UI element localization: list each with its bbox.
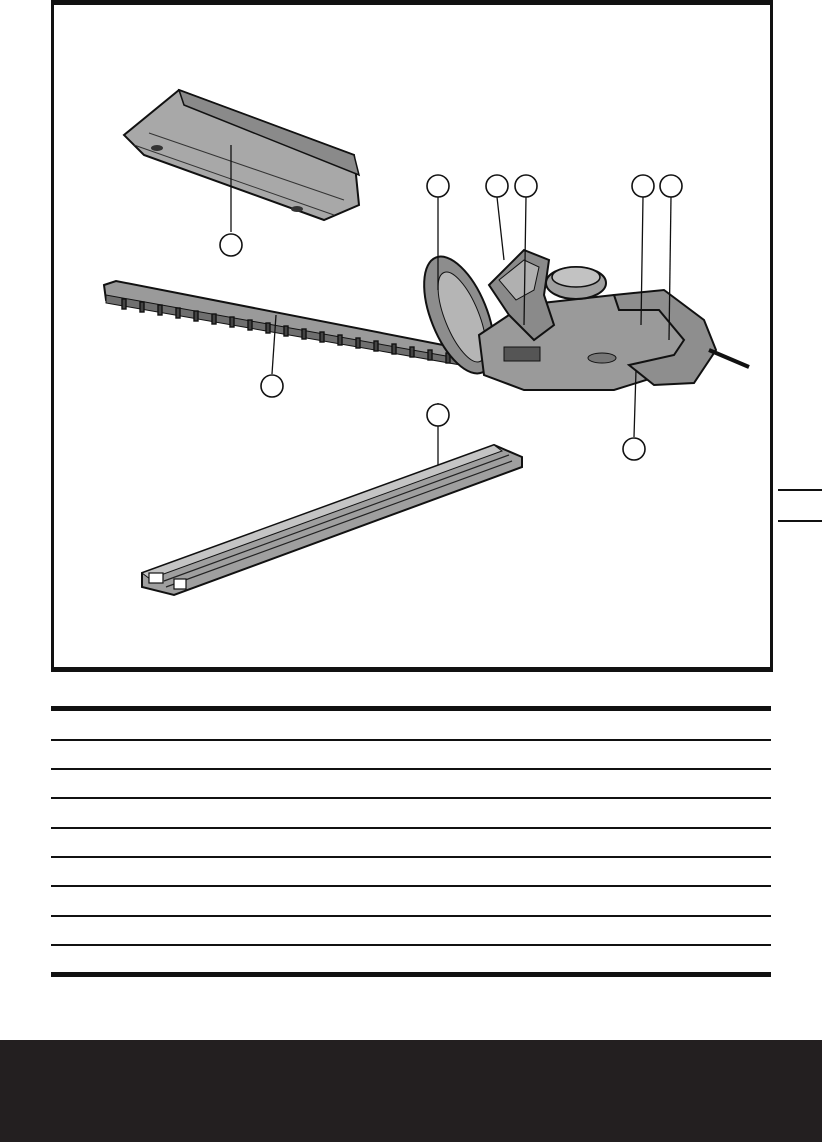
table-row: [51, 887, 771, 915]
blade-sheath: [142, 445, 522, 595]
section-tab-line-bottom: [778, 520, 822, 522]
callout-circle-e: [486, 175, 508, 197]
table-row: [51, 917, 771, 945]
section-tab-line-top: [778, 489, 822, 491]
callout-circle-d: [427, 175, 449, 197]
blade-guard-cover: [124, 90, 359, 220]
table-row: [51, 711, 771, 739]
callout-circle-a: [220, 234, 242, 256]
callout-circle-h: [660, 175, 682, 197]
table-row: [51, 829, 771, 857]
illustration-frame: [51, 0, 773, 672]
table-row: [51, 799, 771, 827]
callout-circle-c: [427, 404, 449, 426]
callout-circle-i: [623, 438, 645, 460]
table-row: [51, 741, 771, 769]
table-row: [51, 770, 771, 798]
hedge-trimmer-illustration: [54, 5, 770, 657]
footer-band: [0, 1040, 822, 1142]
table-row: [51, 946, 771, 974]
table-row: [51, 858, 771, 886]
callout-circle-b: [261, 375, 283, 397]
callout-circle-f: [515, 175, 537, 197]
trimmer-body: [410, 247, 749, 390]
table-bottom-rule: [51, 972, 771, 977]
callout-circle-g: [632, 175, 654, 197]
